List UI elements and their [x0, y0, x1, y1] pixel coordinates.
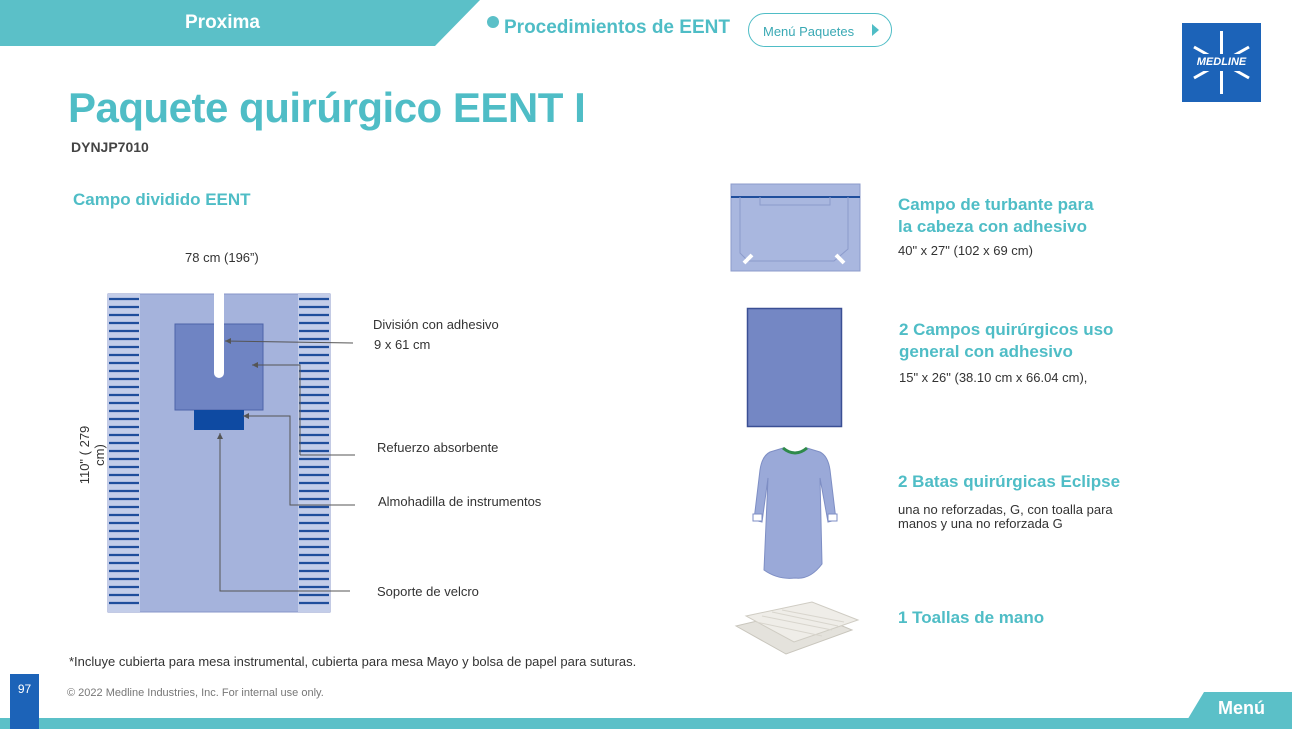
surgical-gown-image	[750, 444, 840, 582]
packages-menu-button[interactable]	[748, 13, 892, 47]
brand-label: Proxima	[185, 12, 260, 33]
page-number-badge	[10, 674, 39, 729]
callout-velcro: Soporte de velcro	[377, 584, 479, 599]
hand-towel-image	[732, 600, 862, 660]
drape-width-label: 78 cm (196”)	[185, 250, 259, 265]
item-gowns-desc-line2: manos y una no reforzada G	[898, 516, 1063, 531]
item-turban-desc: 40" x 27" (102 x 69 cm)	[898, 243, 1033, 258]
section-title: Procedimientos de EENT	[504, 17, 730, 38]
callout-absorbent: Refuerzo absorbente	[377, 440, 499, 455]
item-towels-title: 1 Toallas de mano	[898, 608, 1045, 627]
item-turban-title-line2: la cabeza con adhesivo	[898, 217, 1087, 236]
medline-logo	[1182, 23, 1261, 102]
callout-split-size: 9 x 61 cm	[374, 337, 431, 352]
item-turban-title	[898, 194, 1094, 238]
item-gowns-desc-line1: una no reforzadas, G, con toalla para	[898, 502, 1113, 517]
item-general-drape-title-line2: general con adhesivo	[899, 342, 1073, 361]
instrument-pad	[194, 410, 244, 430]
item-gowns-desc	[898, 503, 1113, 531]
drape-heading: Campo dividido EENT	[73, 190, 251, 209]
callout-split-title: División con adhesivo	[373, 317, 499, 332]
callout-instrument-pad: Almohadilla de instrumentos	[378, 494, 542, 509]
split-slot	[214, 291, 224, 378]
menu-button[interactable]	[1186, 692, 1292, 722]
bottom-bar	[0, 718, 1292, 729]
item-general-drape-title-line1: 2 Campos quirúrgicos uso	[899, 320, 1114, 339]
product-code: DYNJP7010	[71, 139, 149, 155]
drape-height-label: 110" ( 279 cm)	[77, 425, 107, 485]
page-number: 97	[17, 682, 32, 696]
logo-text: MEDLINE	[1196, 56, 1247, 68]
split-drape-diagram	[100, 285, 370, 620]
page-title: Paquete quirúrgico EENT I	[68, 84, 586, 131]
packages-menu-label: Menú Paquetes	[763, 24, 855, 39]
item-turban-title-line1: Campo de turbante para	[898, 195, 1094, 214]
turban-drape-image	[730, 183, 862, 273]
item-general-drape-title	[899, 319, 1113, 363]
footnote: *Incluye cubierta para mesa instrumental, cubierta para mesa Mayo y bolsa de papel para suturas.	[69, 654, 637, 669]
item-general-drape-desc: 15" x 26" (38.10 cm x 66.04 cm),	[899, 370, 1088, 385]
play-arrow-icon	[872, 24, 879, 36]
menu-label: Menú	[1218, 698, 1265, 718]
item-gowns-title: 2 Batas quirúrgicas Eclipse	[898, 472, 1121, 491]
left-stripe-band	[108, 294, 140, 612]
section-bullet-icon	[487, 16, 499, 28]
copyright: © 2022 Medline Industries, Inc. For internal use only.	[67, 687, 324, 699]
right-stripe-band	[298, 294, 330, 612]
general-drape-image	[746, 307, 844, 429]
